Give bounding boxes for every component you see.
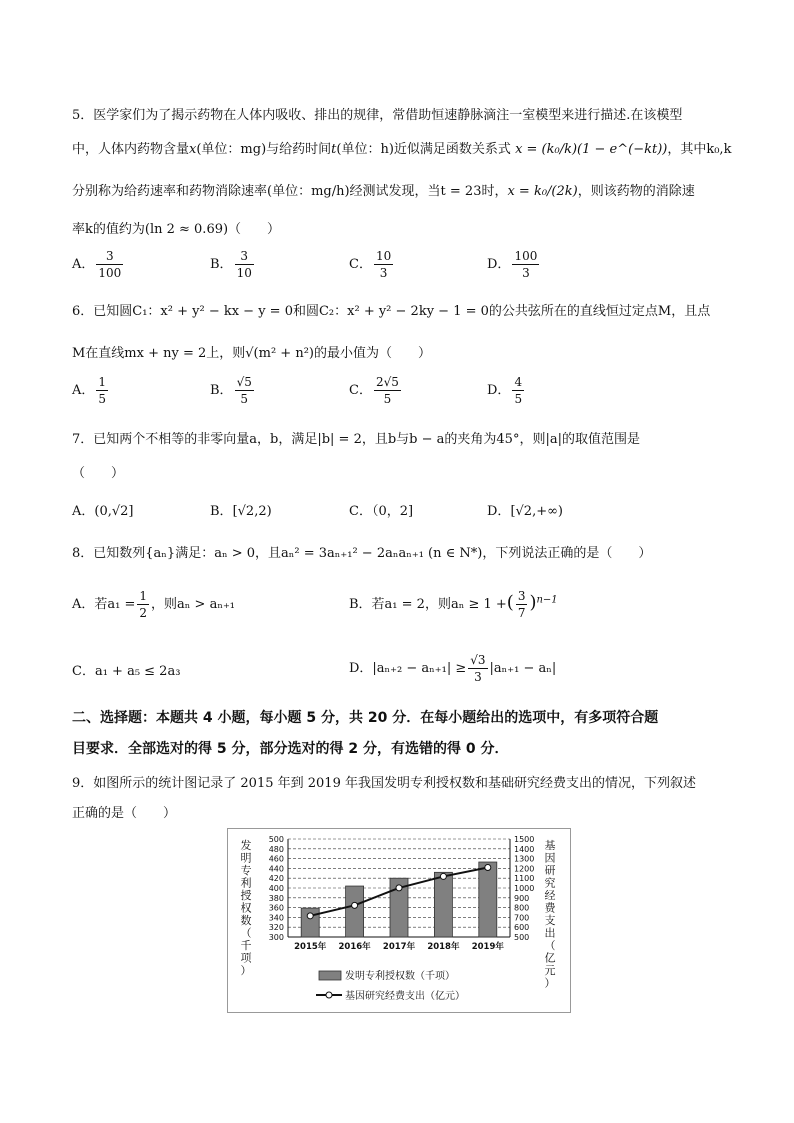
q8-option-a-num: 1 [139,589,148,603]
q6-option-b-frac [235,374,254,407]
q5-var-x: x [189,142,197,157]
q7-option-c-label: C． [349,504,372,519]
left-tick-label: 360 [268,903,284,913]
q8-option-b-frac [516,588,528,621]
q8-option-b-rparen: ) [529,592,537,613]
right-tick-label: 500 [514,933,530,942]
x-tick-label: 2019年 [471,942,504,952]
q5-line2a: 中，人体内药物含量 [72,142,190,157]
q6-line1: 6．已知圆C₁：x² + y² − kx − y = 0和圆C₂：x² + y² − 2ky − 1 = 0的公共弦所在的直线恒过定点M，且点 [72,304,711,319]
q6-option-a-frac [96,374,108,407]
left-tick-label: 400 [268,884,284,893]
q5-line2 [72,138,731,157]
q5-option-a-label: A． [72,257,95,272]
legend-line-label: 基因研究经费支出（亿元） [345,991,465,1002]
q5-option-d-num: 100 [514,249,538,263]
q5-line3a: 分别称为给药速率和药物消除速率(单位：mg/h)经测试发现，当t = 23时， [72,184,508,199]
q8-option-d-den: 3 [474,670,482,684]
right-axis-title: 基因研究经费支出（亿元） [544,839,556,990]
q7-option-a[interactable] [72,500,134,519]
q7-line2: （ ） [72,466,125,481]
q6-option-d-label: D． [487,383,511,398]
q5-option-d[interactable] [487,248,541,281]
q6-option-c[interactable] [349,374,403,407]
left-tick-label: 340 [268,913,284,923]
right-tick-label: 1000 [514,884,535,893]
q5-option-b-frac [235,248,254,281]
left-tick-label: 500 [268,835,284,844]
q5-condition: x = k₀/(2k) [507,184,578,199]
q8-option-a-post: ，则aₙ > aₙ₊₁ [151,597,236,612]
q6-option-a-num: 1 [98,375,107,389]
q7-option-d[interactable] [487,500,563,519]
legend-bar-label: 发明专利授权数（千项） [345,971,455,982]
left-tick-label: 380 [268,893,284,903]
q8-line1: 8．已知数列{aₙ}满足：aₙ > 0，且aₙ² = 3aₙ₊₁² − 2aₙaₙ₊₁ (n ∈ N*)，下列说法正确的是（ ） [72,546,652,561]
q8-option-b-num: 3 [517,589,526,603]
q7-option-d-label: D． [487,504,511,519]
q8-option-c[interactable]: C．a₁ + a₅ ≤ 2a₃ [72,664,181,679]
q5-option-b[interactable] [210,248,256,281]
bar [346,886,364,937]
q5-line1: 5．医学家们为了揭示药物在人体内吸收、排出的规律，常借助恒速静脉滴注一室模型来进行描述.在该模型 [72,108,683,123]
chart-svg [228,829,570,1012]
q8-option-b-pre: B．若a₁ = 2，则aₙ ≥ 1 + [349,597,507,612]
q7-option-c-text: （0，2] [371,504,414,519]
q7-option-a-label: A． [72,504,95,519]
line-point [396,885,402,891]
q5-option-a-num: 3 [96,248,123,265]
q9-line2: 正确的是（ ） [72,806,177,821]
q5-option-c-den: 3 [379,266,388,280]
q7-option-c[interactable] [349,500,413,519]
q5-line2e: (单位：h)近似满足函数关系式 [336,142,511,157]
bar [479,862,497,937]
q6-option-c-frac [374,374,401,407]
left-tick-label: 460 [268,854,284,864]
q5-var-t: t [331,142,337,157]
q5-line3 [72,180,695,199]
q5-option-d-frac [512,248,539,281]
right-tick-label: 800 [514,903,530,913]
q5-option-a-den: 100 [98,266,122,280]
q6-option-b-den: 5 [240,392,249,406]
q6-option-a-den: 5 [98,392,107,406]
q6-option-c-num: 2√5 [375,375,399,389]
left-tick-label: 440 [268,864,284,874]
legend-bar-swatch [319,971,341,980]
section2-heading-line2: 目要求．全部选对的得 5 分，部分选对的得 2 分，有选错的得 0 分． [72,741,509,757]
right-tick-label: 1400 [514,844,535,854]
right-tick-label: 1200 [514,864,535,874]
q6-option-b-label: B． [210,383,233,398]
q6-option-a[interactable] [72,374,110,407]
right-tick-label: 700 [514,913,530,923]
q8-option-a-pre: A．若a₁ = [72,597,136,612]
q6-option-b-num: √5 [236,375,252,389]
q5-option-c-num: 10 [375,249,392,263]
bar [434,872,452,937]
left-tick-label: 320 [268,923,284,933]
q5-option-d-den: 3 [522,266,530,280]
q8-option-d-frac [468,652,487,685]
left-tick-label: 480 [268,844,284,854]
right-tick-label: 600 [514,923,530,933]
q8-option-d-post: |aₙ₊₁ − aₙ| [489,661,557,676]
line-point [352,902,358,908]
q5-line2f: ，其中k₀,k [667,142,732,157]
x-tick-label: 2016年 [338,942,371,952]
q6-option-c-label: C． [349,383,372,398]
q8-option-b-lparen: ( [506,592,514,613]
q7-option-b[interactable] [210,500,272,519]
q5-option-a-frac [96,248,123,281]
q6-option-d[interactable] [487,374,526,407]
q8-option-a-frac [137,588,149,621]
right-tick-label: 1100 [514,874,535,884]
q8-option-b-exponent: n−1 [536,594,558,606]
q6-line2: M在直线mx + ny = 2上，则√(m² + n²)的最小值为（ ） [72,346,431,361]
q5-option-b-label: B． [210,257,233,272]
statistics-chart [227,828,571,1013]
left-tick-label: 300 [268,933,284,942]
right-tick-label: 900 [514,893,530,903]
line-point [485,865,491,871]
right-tick-label: 1300 [514,854,535,864]
q7-option-d-text: [√2,+∞) [510,504,563,519]
q5-option-c[interactable] [349,248,395,281]
q5-line4: 率k的值约为(ln 2 ≈ 0.69)（ ） [72,222,281,237]
q6-option-d-num: 4 [514,375,523,389]
right-tick-label: 1500 [514,835,535,844]
q5-option-c-label: C． [349,257,372,272]
section2-heading-line1: 二、选择题：本题共 4 小题，每小题 5 分，共 20 分．在每小题给出的选项中，有多项符合题 [72,710,659,726]
q9-line1: 9．如图所示的统计图记录了 2015 年到 2019 年我国发明专利授权数和基础研究经费支出的情况，下列叙述 [72,776,696,791]
q5-option-d-label: D． [487,257,511,272]
q6-option-d-den: 5 [514,392,523,406]
q8-option-a[interactable] [72,588,235,621]
q6-option-c-den: 5 [383,392,392,406]
q7-option-b-text: [√2,2) [232,504,272,519]
q5-line3b: ，则该药物的消除速 [577,184,695,199]
q8-option-b-den: 7 [517,606,526,620]
x-tick-label: 2017年 [382,942,416,952]
left-axis-title: 发明专利授权数（千项） [240,839,252,977]
q6-option-b[interactable] [210,374,256,407]
q8-option-d-num: √3 [470,653,486,667]
x-tick-label: 2015年 [294,942,327,952]
q8-option-d-pre: D．|aₙ₊₂ − aₙ₊₁| ≥ [349,661,467,676]
left-tick-label: 420 [268,874,284,884]
q7-option-a-text: (0,√2] [94,504,134,519]
q8-option-a-den: 2 [139,606,148,620]
q5-formula: x = (k₀/k)(1 − e^(−kt)) [515,142,668,157]
q5-option-c-frac [374,248,393,281]
q7-option-b-label: B． [210,504,233,519]
x-tick-label: 2018年 [427,942,460,952]
q8-option-b[interactable] [349,588,558,621]
q5-option-b-den: 10 [236,266,252,280]
q8-option-d[interactable] [349,652,556,685]
q7-line1: 7．已知两个不相等的非零向量a，b，满足|b| = 2，且b与b − a的夹角为45°，则|a|的取值范围是 [72,432,640,447]
q6-option-a-label: A． [72,383,95,398]
line-point [440,873,446,879]
q5-option-b-num: 3 [235,248,254,265]
q5-option-a[interactable] [72,248,125,281]
line-point [307,913,313,919]
q6-option-d-frac [512,374,524,407]
legend-line-marker [326,992,332,998]
q5-line2c: (单位：mg)与给药时间 [196,142,332,157]
